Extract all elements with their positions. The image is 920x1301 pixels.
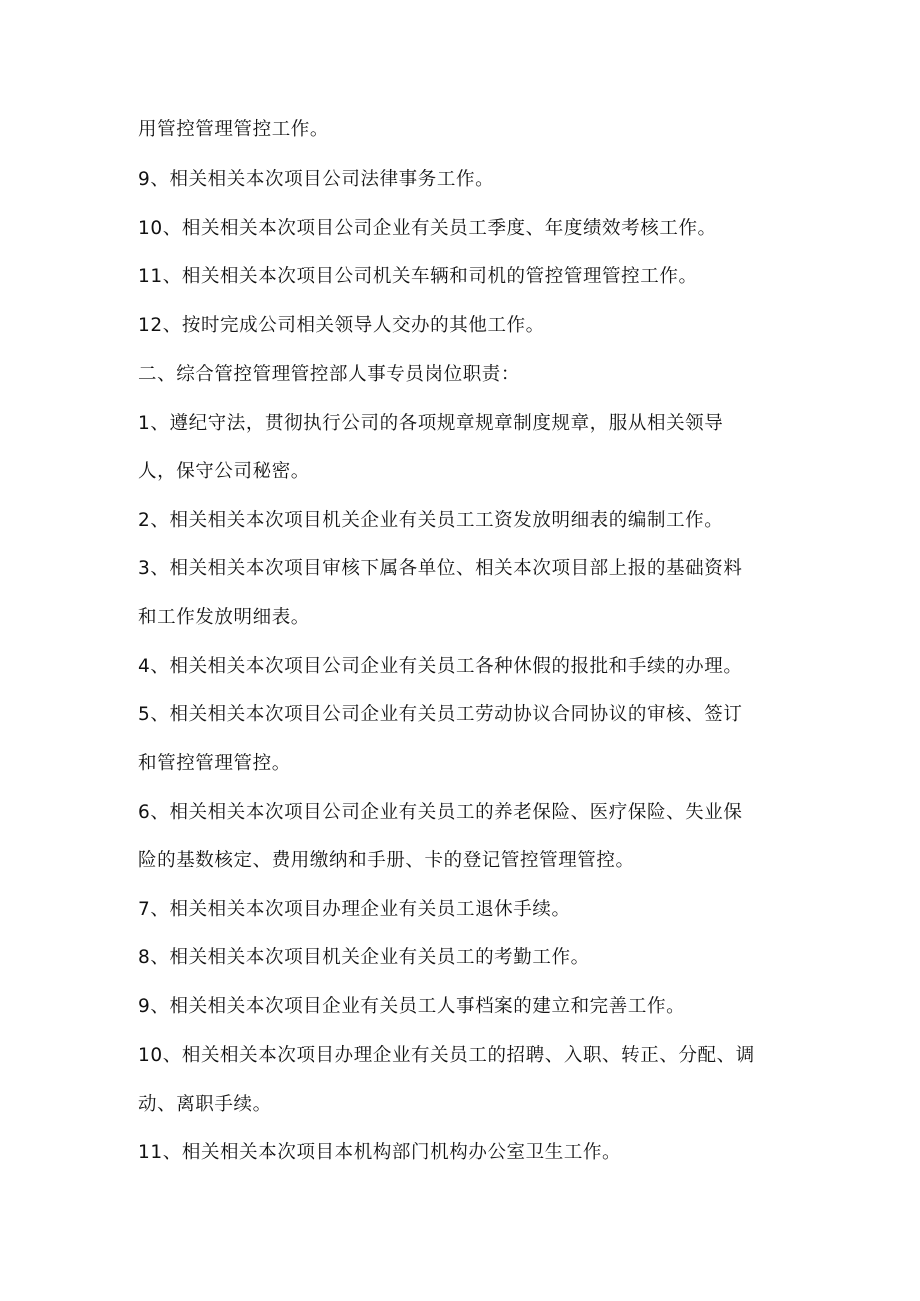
text-line: 11、相关相关本次项目公司机关车辆和司机的管控管理管控工作。 [138, 266, 698, 287]
text-line: 11、相关相关本次项目本机构部门机构办公室卫生工作。 [138, 1142, 622, 1163]
text-line: 险的基数核定、费用缴纳和手册、卡的登记管控管理管控。 [138, 850, 635, 871]
text-line: 9、相关相关本次项目企业有关员工人事档案的建立和完善工作。 [138, 996, 686, 1017]
text-line: 1、遵纪守法，贯彻执行公司的各项规章规章制度规章，服从相关领导 [138, 413, 724, 434]
text-line: 10、相关相关本次项目办理企业有关员工的招聘、入职、转正、分配、调 [138, 1045, 755, 1066]
text-line: 5、相关相关本次项目公司企业有关员工劳动协议合同协议的审核、签订 [138, 704, 743, 725]
text-line: 人，保守公司秘密。 [138, 461, 310, 482]
text-line: 6、相关相关本次项目公司企业有关员工的养老保险、医疗保险、失业保 [138, 802, 743, 823]
section-heading: 二、综合管控管理管控部人事专员岗位职责： [138, 364, 521, 385]
text-line: 和工作发放明细表。 [138, 607, 310, 628]
text-line: 9、相关相关本次项目公司法律事务工作。 [138, 169, 495, 190]
text-line: 3、相关相关本次项目审核下属各单位、相关本次项目部上报的基础资料 [138, 558, 743, 579]
text-line: 动、离职手续。 [138, 1094, 272, 1115]
text-line: 2、相关相关本次项目机关企业有关员工工资发放明细表的编制工作。 [138, 510, 724, 531]
text-line: 12、按时完成公司相关领导人交办的其他工作。 [138, 315, 545, 336]
text-line: 4、相关相关本次项目公司企业有关员工各种休假的报批和手续的办理。 [138, 656, 743, 677]
text-line: 8、相关相关本次项目机关企业有关员工的考勤工作。 [138, 947, 590, 968]
text-line: 7、相关相关本次项目办理企业有关员工退休手续。 [138, 899, 571, 920]
text-line: 和管控管理管控。 [138, 753, 291, 774]
text-line: 10、相关相关本次项目公司企业有关员工季度、年度绩效考核工作。 [138, 218, 717, 239]
text-line: 用管控管理管控工作。 [138, 119, 330, 140]
